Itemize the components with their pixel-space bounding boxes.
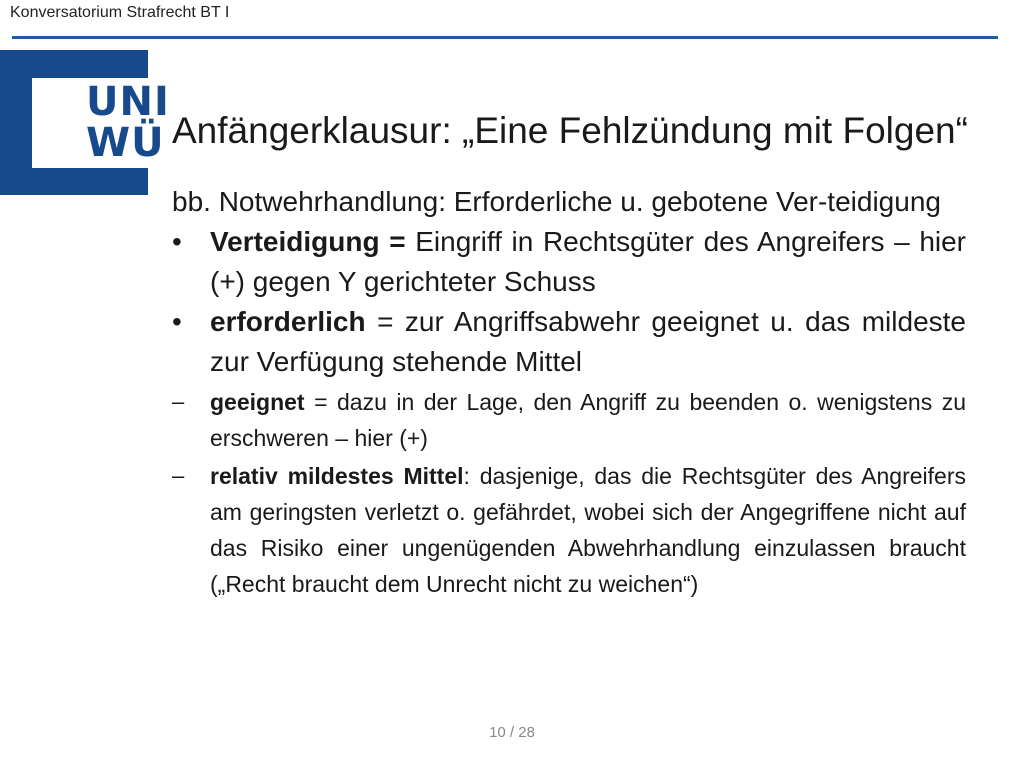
bullet-item [172,222,966,302]
university-logo [0,50,170,195]
page-indicator: 10 / 28 [489,724,535,741]
dash-marker: – [172,463,185,488]
sub-item-term: geeignet [210,389,305,415]
slide-content [172,182,966,602]
sub-item-text: : dasjenige, das die Rechtsgüter des Angreifers am geringsten verletzt o. gefährdet, wobei sich der Angegriffene nicht auf das Risiko einer ungenügenden Abwehrhandlung einzulassen braucht („Recht braucht dem Unrecht nicht zu weichen“) [210,463,967,597]
sub-item [172,384,966,456]
header-divider [12,36,998,39]
logo-line-uni: UNI [86,79,170,125]
bullet-term: erforderlich [210,306,366,337]
presentation-title: Konversatorium Strafrecht BT I [10,4,230,21]
bullet-text: Eingriff in Rechtsgüter des Angreifers – hier (+) gegen Y gerichteter Schuss [210,226,967,297]
sub-item-text: = dazu in der Lage, den Angriff zu beenden o. wenigstens zu erschweren – hier (+) [210,389,966,451]
bullet-marker: • [172,226,182,257]
bullet-item [172,302,966,382]
logo-line-wue: WÜ [86,120,165,166]
sub-item-term: relativ mildestes Mittel [210,463,464,489]
bullet-marker: • [172,306,182,337]
bullet-text: = zur Angriffsabwehr geeignet u. das mildeste zur Verfügung stehende Mittel [210,306,966,377]
bullet-term: Verteidigung = [210,226,406,257]
section-heading: bb. Notwehrhandlung: Erforderliche u. gebotene Ver-teidigung [172,186,941,217]
logo-wordmark [86,79,170,166]
slide-title: Anfängerklausur: „Eine Fehlzündung mit Folgen“ [172,110,968,151]
dash-marker: – [172,389,185,414]
sub-item [172,458,966,602]
